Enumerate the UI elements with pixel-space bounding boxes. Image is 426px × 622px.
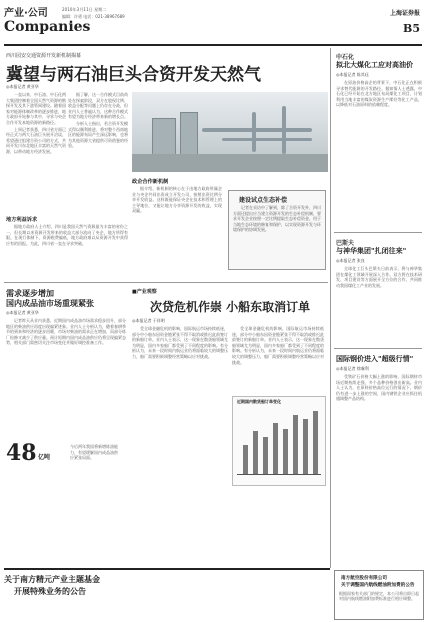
chart-bar <box>263 437 268 475</box>
right-kicker-2: 巴斯夫 <box>336 240 355 247</box>
mid-byline: ◎本报记者 于祥明 <box>132 318 165 323</box>
right-headline-1: 拟北大煤化工应对高油价 <box>336 61 413 69</box>
lead-headline: 冀望与两石油巨头合资开发天然气 <box>6 65 261 85</box>
contact-line: 编辑：许勇 电话：021-38967689 <box>62 14 125 19</box>
paper-name: 上海证券报 <box>389 10 420 17</box>
chart-bar <box>293 415 298 475</box>
section-divider <box>4 282 328 283</box>
right-divider <box>334 232 422 233</box>
bottom-rule <box>4 568 330 570</box>
section-title-en: Companies <box>4 19 91 35</box>
stat-number: 48 <box>6 440 37 466</box>
chart-axis <box>237 474 321 475</box>
page-number: B5 <box>403 22 420 35</box>
chart-bar <box>283 429 288 475</box>
quote-title: 建设试点生态补偿 <box>239 197 288 204</box>
chart-title: 近期国内散货船订单变化 <box>237 399 281 404</box>
column-divider <box>330 48 331 568</box>
chart-bar <box>243 445 248 475</box>
page-header <box>4 4 422 42</box>
header-rule <box>4 44 422 46</box>
right-divider <box>334 348 422 349</box>
right-text-2: 全球化工巨头巴斯夫日前表示，将与神华集团在煤化工领域开展深入合作。双方将在技术研发、项目建设等方面展开全方位的合作，共同推动我国煤化工产业的发展。 <box>336 266 422 288</box>
right-text-3: 受铁矿石价格大幅上涨的影响，国际钢材市场近期持续走强，多个品种价格创出新高。业内人士认为，在原料价格高位运行的情况下，钢价仍有进一步上涨的空间，国内钢铁企业应抓住机遇调整产品结构。 <box>336 374 422 402</box>
left-headline-1: 需求逐步增加 <box>6 289 54 298</box>
lead-paragraph: 一直以来，中石油、中石化两大集团控制着全国天然气资源的勘探开发及其下游管网建设。随着国家对能源体制改革的逐步推进，地方政府开始参与其中，寻求与央企合作开发本地资源的新路径。 <box>6 92 66 125</box>
chart-bar <box>273 423 278 475</box>
right-kicker-1: 中石化 <box>336 54 355 61</box>
right-text-1: 在原油价格高企的背景下，中石化正在积极寻求替代能源的开发路径。据知情人士透露，中石化已经开始在北方地区布局煤化工项目，计划利用当地丰富的煤炭资源生产烯烃等化工产品，以降低对石油原料的依赖程度。 <box>336 80 422 108</box>
lead-sub2-text: 据介绍，新机制的核心在于由地方政府所属企业与央企共同出资成立开发公司，按照出资比例分享开发收益。这样既能保证央企在技术和管理上的主导地位，又能让地方分享资源开发的收益，实现双赢。 <box>132 186 222 214</box>
lead-paragraph: 据了解，这一合作模式目前尚处在探索阶段，双方在股权比例、收益分配等问题上仍存在分歧，但业内人士普遍认为，这种合作模式有望为地方经济带来新的增长点。 <box>68 92 128 120</box>
bottom-notice-title-2: 开展特殊业务的公告 <box>14 587 86 596</box>
photo-pipe <box>222 138 312 141</box>
lead-subhead: 政企合作新机制 <box>132 179 169 185</box>
issue-line: 2010年3月11日 星期二 <box>62 7 107 12</box>
mid-text-col1: 受全球金融危机的影响，国际航运市场持续低迷，部分中小船东因资金链紧张不得不取消或推迟此前签订的新船订单。业内人士表示，这一现象在散货船领域尤为明显，国内多家船厂都受到了不同程度的影响。有分析认为，未来一段时间内航运业仍将面临较大的调整压力，船厂需要积极调整经营策略以应对挑战。 <box>132 326 228 359</box>
lead-subhead: 地方利益诉求 <box>6 217 38 223</box>
sidebar-quote-box <box>228 190 326 270</box>
chart-bar <box>313 411 318 475</box>
right-byline-3: ◎本报记者 徐虞利 <box>336 366 369 371</box>
notice-box <box>334 570 424 620</box>
photo-pipe <box>282 106 286 154</box>
mid-text-col2: 受全球金融危机的影响，国际航运市场持续低迷，部分中小船东因资金链紧张不得不取消或推迟此前签订的新船订单。业内人士表示，这一现象在散货船领域尤为明显，国内多家船厂都受到了不同程度的影响。有分析认为，未来一段时间内航运业仍将面临较大的调整压力，船厂需要积极调整经营策略以应对挑战。 <box>232 326 324 365</box>
lead-kicker: 西川园安交通资源开发新机制揭幕 <box>6 53 82 59</box>
right-headline-2: 与神华集团"扎闭往来" <box>336 247 407 255</box>
lead-text-col1 <box>6 92 66 212</box>
lead-text-col2 <box>68 92 128 212</box>
chart-bar <box>303 419 308 475</box>
chart-bar <box>253 431 258 475</box>
lead-sub1-text: 据地方政府人士介绍，四川是我国天然气资源最为丰富的省份之一，但长期以来资源开发带来的收益大部分流向了央企，地方所得有限。在现行体制下，资源税费偏低，地方政府难以从资源开发中获得应有的回报。为此，四川省一直在寻求突破。 <box>6 224 128 246</box>
bottom-notice-title-1: 关于南方精元产业主题基金 <box>4 575 100 584</box>
section-tag: ■产业观察 <box>132 289 157 295</box>
stat-note: 今后两年我国将新增炼油能力，有望缓解国内成品油供应紧张局面。 <box>70 444 118 460</box>
mid-headline: 次贷危机作崇 小船东取消订单 <box>150 300 311 314</box>
right-byline-2: ◎本报记者 张良 <box>336 258 365 263</box>
right-byline-1: ◎本报记者 陈其珏 <box>336 72 369 77</box>
lead-photo <box>132 92 328 172</box>
lead-paragraph: 上周记者获悉，四川省方面已经正式与两大石油巨头展开洽谈，希望通过组建合资公司的方式，共同开发川东北地区丰富的天然气资源，以带动地方经济发展。 <box>6 126 66 154</box>
lead-paragraph: 分析人士指出，若合资开发模式得以顺利推进，将对整个西南地区的能源布局产生深远影响，也将为其他资源大省提供可资借鉴的经验。 <box>68 120 128 149</box>
mid-chart <box>232 396 326 486</box>
left-headline-2: 国内成品油市场重现紧张 <box>6 299 94 308</box>
stat-unit: 亿吨 <box>38 454 51 461</box>
left-text: 记者昨天从业内获悉，近期国内成品油市场需求稳步回升，部分地区的柴油供应再度出现偏紧迹象。业内人士分析认为，随着春耕季节的到来和经济的逐步回暖，市场对柴油的需求正在增加，而部分炼厂检修又减少了供应量。预计短期内国内成品油供应仍将呈现偏紧态势，相关部门需密切关注市场变化并做好调控准备工作。 <box>6 318 126 346</box>
quote-text: 记者在采访中了解到，除了合资开发外，四川方面还提出应当建立资源开发的生态补偿机制，要求开发企业按照一定比例提取生态补偿资金，用于当地生态环境的修复和保护，以实现资源开发与环境保护的协调发展。 <box>233 205 321 233</box>
photo-ground <box>132 154 328 172</box>
right-headline-3: 国际钢价进入"超级行情" <box>336 355 414 363</box>
photo-pipe <box>202 128 312 132</box>
photo-tank <box>180 112 198 160</box>
notice-text: 根据国家有关部门的规定，本公司将自即日起对国内航线燃油附加费标准进行相应调整。 <box>339 591 419 602</box>
lead-byline: ◎本报记者 黄亚华 <box>6 84 39 89</box>
notice-title: 关于调整国内航线燃油附加费的公告 <box>341 583 415 588</box>
notice-company: 南方航空股份有限公司 <box>341 576 387 581</box>
photo-pipe <box>252 112 256 152</box>
section-title-cn: 产业·公司 <box>4 8 48 19</box>
left-byline: ◎本报记者 黄亚华 <box>6 310 39 315</box>
